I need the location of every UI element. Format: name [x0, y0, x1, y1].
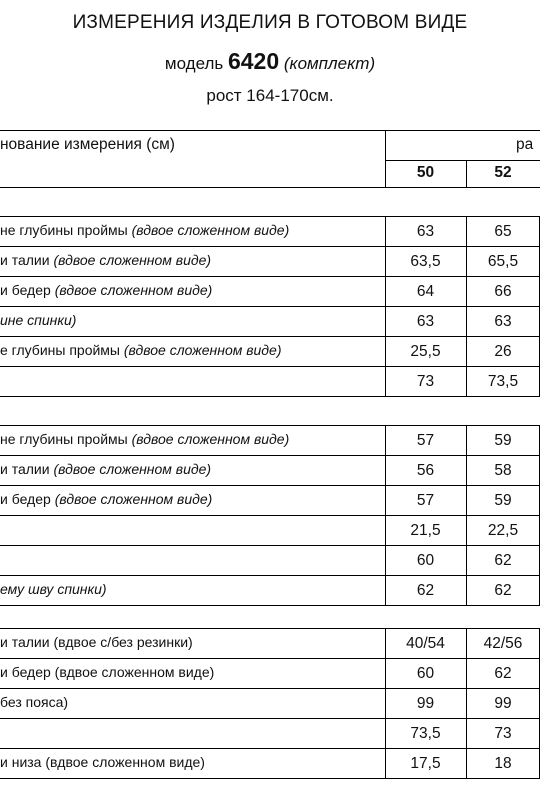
row-label	[0, 580, 107, 598]
size-header: 50	[416, 164, 435, 181]
row-label-text: е глубины проймы	[0, 342, 124, 358]
row-line-label	[0, 276, 397, 277]
value-cell: 26	[494, 343, 512, 360]
col-line	[466, 425, 467, 605]
row-line-values	[385, 658, 540, 659]
value-cell: 65	[494, 223, 512, 240]
row-label-text: и бедер	[0, 282, 55, 298]
row-line-values	[385, 485, 540, 486]
model-line	[0, 48, 540, 75]
row-line-label	[0, 718, 397, 719]
size-header: 52	[494, 164, 512, 181]
row-label-note: (вдвое сложенном виде)	[53, 252, 212, 268]
value-cell: 25,5	[410, 343, 441, 360]
row-line-values	[385, 575, 540, 576]
model-prefix: модель	[164, 54, 224, 73]
row-line-label	[0, 628, 397, 629]
value-cell: 60	[416, 552, 435, 569]
value-cell: 21,5	[410, 522, 441, 539]
value-cell: 56	[416, 462, 435, 479]
row-line-values	[385, 425, 540, 426]
value-cell: 59	[494, 492, 512, 509]
row-label	[0, 693, 68, 711]
page-title: ИЗМЕРЕНИЯ ИЗДЕЛИЯ В ГОТОВОМ ВИДЕ	[72, 12, 468, 33]
value-cell: 17,5	[410, 755, 441, 772]
row-label-text: и бедер	[0, 491, 55, 507]
row-line-values	[385, 688, 540, 689]
value-cell: 73,5	[410, 725, 441, 742]
value-cell: 63	[416, 313, 435, 330]
row-label	[0, 221, 289, 239]
row-line-label	[0, 778, 397, 779]
row-label	[0, 663, 214, 681]
row-line-values	[385, 778, 540, 779]
row-line-label	[0, 485, 397, 486]
row-line-values	[385, 605, 540, 606]
value-cell: 66	[494, 283, 512, 300]
row-line-values	[385, 306, 540, 307]
value-cell: 62	[494, 582, 512, 599]
row-line-values	[385, 336, 540, 337]
row-line-values	[385, 246, 540, 247]
header-divider	[385, 160, 540, 161]
value-cell: 57	[416, 492, 435, 509]
row-label-text: не глубины проймы	[0, 222, 132, 238]
value-cell: 60	[416, 665, 435, 682]
row-label	[0, 311, 76, 329]
header-border-bottom	[0, 187, 540, 188]
row-line-label	[0, 688, 397, 689]
value-cell: 63	[416, 223, 435, 240]
row-line-label	[0, 336, 397, 337]
row-label-note: (вдвое сложенном виде)	[53, 461, 212, 477]
value-cell: 22,5	[487, 522, 519, 539]
value-cell: 99	[494, 695, 512, 712]
row-line-label	[0, 748, 397, 749]
col-line	[385, 216, 386, 396]
value-cell: 99	[416, 695, 435, 712]
row-label	[0, 753, 205, 771]
row-line-values	[385, 748, 540, 749]
row-line-label	[0, 306, 397, 307]
row-label-note: (вдвое сложенном виде)	[131, 431, 290, 447]
row-line-values	[385, 455, 540, 456]
value-cell: 59	[494, 432, 512, 449]
header-size-group: ра	[516, 136, 534, 153]
value-cell: 64	[416, 283, 435, 300]
row-label-note: (вдвое сложенном виде)	[54, 282, 213, 298]
table-border-top	[0, 130, 540, 131]
value-cell: 42/56	[483, 635, 523, 652]
value-cell: 40/54	[406, 635, 445, 652]
value-cell: 62	[494, 665, 512, 682]
row-label-text: и талии	[0, 252, 54, 268]
row-line-label	[0, 246, 397, 247]
row-line-label	[0, 658, 397, 659]
row-line-label	[0, 425, 397, 426]
header-name: нование измерения (см)	[0, 136, 175, 153]
row-line-label	[0, 216, 397, 217]
row-line-values	[385, 718, 540, 719]
height-line: рост 164-170см.	[206, 86, 334, 105]
value-cell: 73	[494, 725, 512, 742]
row-line-label	[0, 515, 397, 516]
row-label	[0, 281, 212, 299]
row-line-values	[385, 545, 540, 546]
row-line-label	[0, 575, 397, 576]
row-line-values	[385, 276, 540, 277]
row-label-note: (вдвое сложенном виде)	[131, 222, 290, 238]
col-line	[466, 216, 467, 396]
row-label	[0, 341, 282, 359]
row-line-values	[385, 216, 540, 217]
row-line-label	[0, 545, 397, 546]
row-label-text: и талии (вдвое с/без резинки)	[0, 634, 193, 650]
row-label-text: без пояса)	[0, 694, 69, 710]
row-label	[0, 633, 193, 651]
row-label-text: и низа (вдвое сложенном виде)	[0, 754, 205, 770]
row-label-text: и бедер (вдвое сложенном виде)	[0, 664, 215, 680]
value-cell: 62	[494, 552, 512, 569]
row-label	[0, 490, 212, 508]
model-note: (комплект)	[283, 54, 376, 73]
value-cell: 73	[416, 373, 435, 390]
model-number: 6420	[227, 48, 280, 74]
row-line-values	[385, 628, 540, 629]
row-line-values	[385, 515, 540, 516]
row-label-note: ему шву спинки)	[0, 581, 107, 597]
value-cell: 18	[494, 755, 512, 772]
row-line-values	[385, 366, 540, 367]
value-cell: 57	[416, 432, 435, 449]
row-label-note: ине спинки)	[0, 312, 77, 328]
value-cell: 73,5	[487, 373, 519, 390]
row-label-text: и талии	[0, 461, 54, 477]
row-label-note: (вдвое сложенном виде)	[54, 491, 213, 507]
row-line-values	[385, 396, 540, 397]
col-line	[385, 425, 386, 605]
row-line-label	[0, 605, 397, 606]
row-label	[0, 251, 211, 269]
value-cell: 62	[416, 582, 435, 599]
value-cell: 63	[494, 313, 512, 330]
value-cell: 63,5	[410, 253, 441, 270]
row-line-label	[0, 396, 397, 397]
row-line-label	[0, 366, 397, 367]
row-label-text: не глубины проймы	[0, 431, 132, 447]
value-cell: 58	[494, 462, 512, 479]
row-label	[0, 460, 211, 478]
value-cell: 65,5	[487, 253, 519, 270]
row-label	[0, 430, 289, 448]
row-label-note: (вдвое сложенном виде)	[123, 342, 282, 358]
row-line-label	[0, 455, 397, 456]
